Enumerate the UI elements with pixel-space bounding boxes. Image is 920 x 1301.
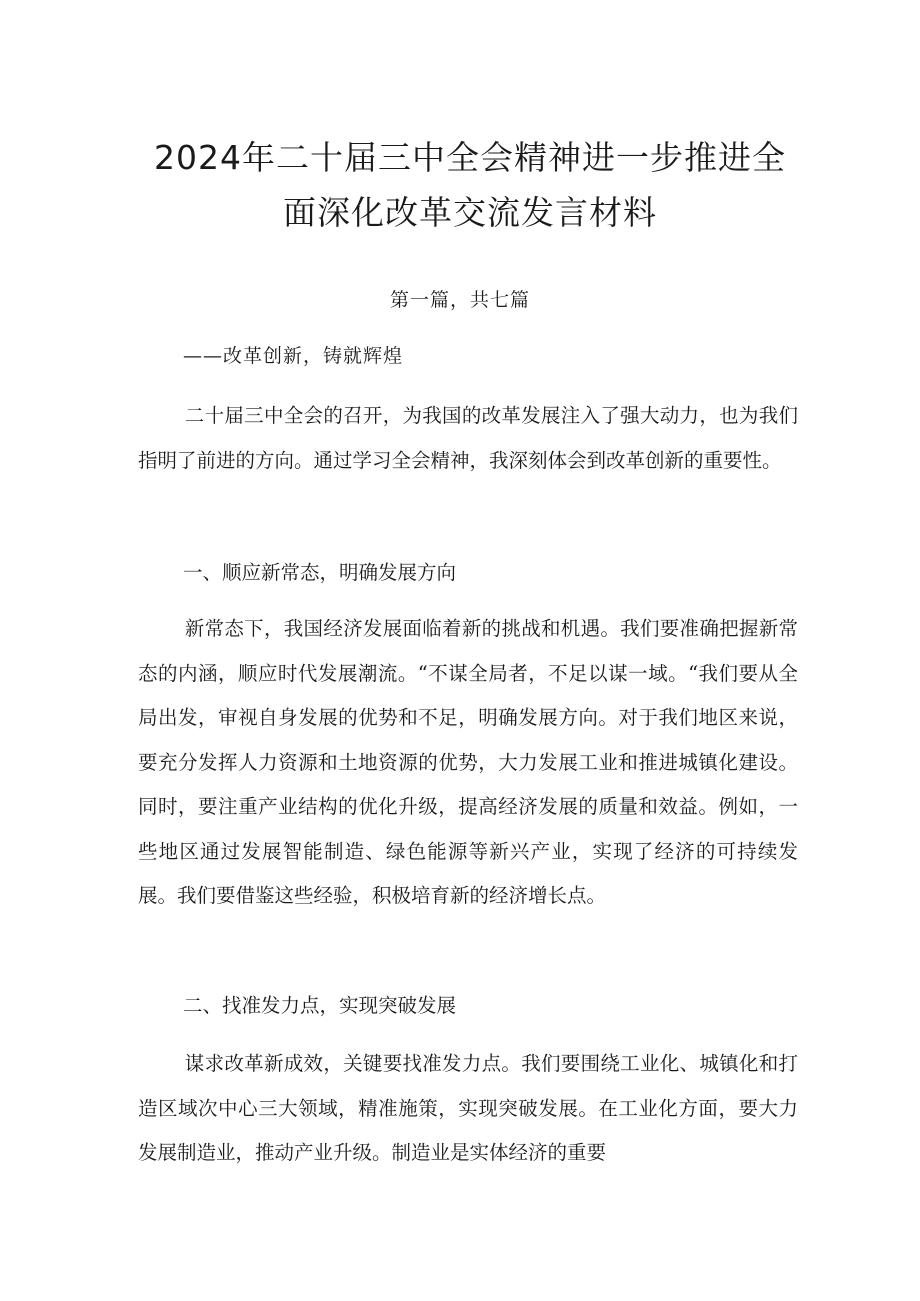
subtitle: ——改革创新，铸就辉煌: [183, 345, 404, 367]
document-title-line-2: 面深化改革交流发言材料: [283, 193, 657, 233]
document-title: [120, 130, 820, 240]
part-label: 第一篇，共七篇: [389, 289, 530, 311]
intro-paragraph: 二十届三中全会的召开，为我国的改革发展注入了强大动力，也为我们指明了前进的方向。通过学习全会精神，我深刻体会到改革创新的重要性。: [138, 404, 798, 472]
section-heading-2: 二、找准发力点，实现突破发展: [183, 994, 457, 1017]
section-body-1: 新常态下，我国经济发展面临着新的挑战和机遇。我们要准确把握新常态的内涵，顺应时代发展潮流。“不谋全局者，不足以谋一域。“我们要从全局出发，审视自身发展的优势和不足，明确发展方向。对于我们地区来说，要充分发挥人力资源和土地资源的优势，大力发展工业和推进城镇化建设。同时，要注重产业结构的优化升级，提高经济发展的质量和效益。例如，一些地区通过发展智能制造、绿色能源等新兴产业，实现了经济的可持续发展。我们要借鉴这些经验，积极培育新的经济增长点。: [138, 617, 798, 907]
section-body-2: 谋求改革新成效，关键要找准发力点。我们要围绕工业化、城镇化和打造区域次中心三大领域，精准施策，实现突破发展。在工业化方面，要大力发展制造业，推动产业升级。制造业是实体经济的重要: [138, 1052, 798, 1164]
section-heading-1: 一、顺应新常态，明确发展方向: [183, 561, 457, 584]
document-title-line-1: 2024年二十届三中全会精神进一步推进全: [154, 138, 786, 178]
